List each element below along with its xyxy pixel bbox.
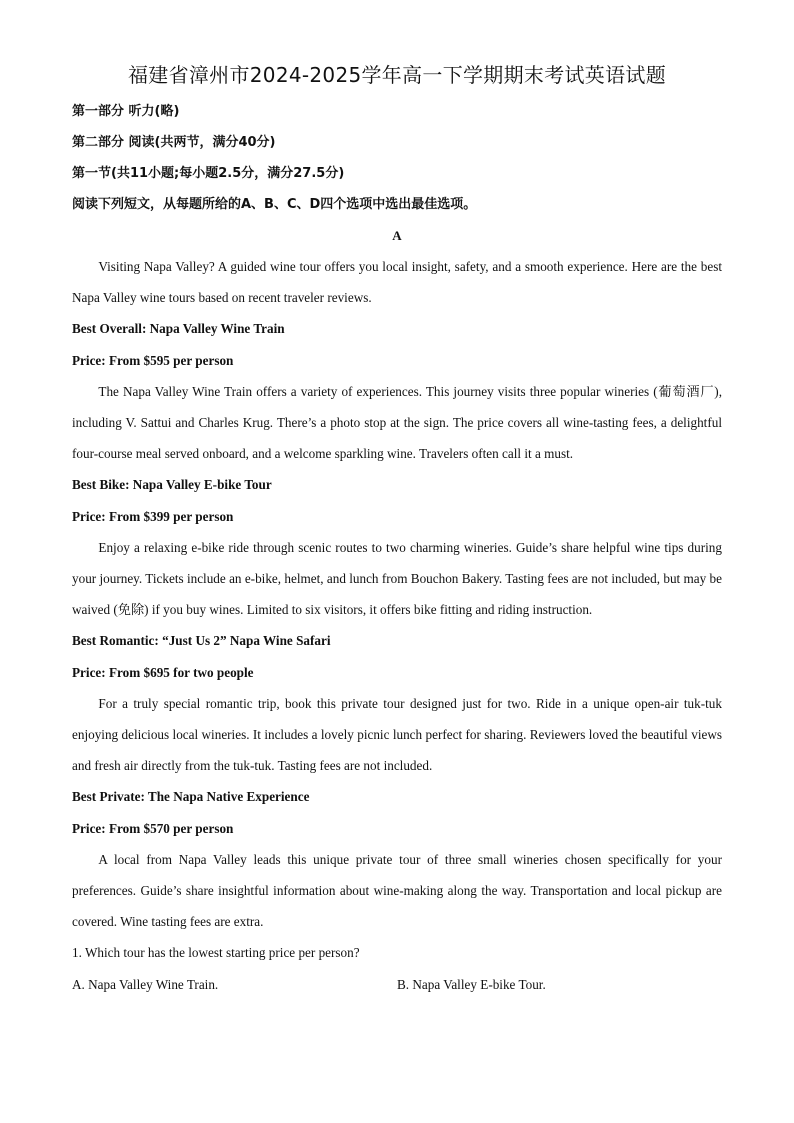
tour-price: Price: From $570 per person — [72, 820, 234, 836]
tour-price: Price: From $399 per person — [72, 508, 234, 524]
question-1: 1. Which tour has the lowest starting price per person? — [72, 945, 360, 961]
document-title: 福建省漳州市2024-2025学年高一下学期期末考试英语试题 — [127, 63, 666, 87]
tour-price: Price: From $595 per person — [72, 352, 234, 368]
tour-heading: Best Bike: Napa Valley E-bike Tour — [72, 477, 272, 493]
tour-heading: Best Private: The Napa Native Experience — [72, 789, 310, 805]
passage-label: A — [392, 228, 402, 243]
tour-description: For a truly special romantic trip, book this private tour designed just for two. Ride in a unique open-air tuk-tuk enjoying delicious local wineries. It includes a lovely picnic lunch perfect for sharing. Reviewers loved the beautiful views and fresh air directly from the tuk-tuk. Tasting fees are not included. — [72, 695, 722, 774]
option-a: A. Napa Valley Wine Train. — [72, 976, 219, 992]
document-page — [72, 62, 722, 1000]
tour-heading: Best Overall: Napa Valley Wine Train — [72, 321, 285, 337]
tour-description: The Napa Valley Wine Train offers a variety of experiences. This journey visits three popular wineries (葡萄酒厂), including V. Sattui and Charles Krug. There’s a photo stop at the sign. The price covers all wine-tasting fees, a delightful four-course meal served onboard, and a welcome sparkling wine. Travelers often call it a must. — [72, 383, 722, 462]
question-1-options — [72, 969, 722, 1000]
tour-heading: Best Romantic: “Just Us 2” Napa Wine Safari — [72, 633, 331, 649]
section1-heading: 第一节(共11小题;每小题2.5分，满分27.5分) — [72, 166, 345, 181]
passage-intro: Visiting Napa Valley? A guided wine tour offers you local insight, safety, and a smooth experience. Here are the best Napa Valley wine tours based on recent traveler reviews. — [72, 259, 722, 306]
part2-heading: 第二部分 阅读(共两节，满分40分) — [72, 135, 276, 150]
instructions: 阅读下列短文，从每题所给的A、B、C、D四个选项中选出最佳选项。 — [72, 197, 477, 212]
option-b: B. Napa Valley E-bike Tour. — [397, 976, 546, 992]
tour-description: A local from Napa Valley leads this unique private tour of three small wineries chosen specifically for your preferences. Guide’s share insightful information about wine-making along the way. Transportation and local pickup are covered. Wine tasting fees are extra. — [72, 851, 722, 930]
tour-description: Enjoy a relaxing e-bike ride through scenic routes to two charming wineries. Guide’s share helpful wine tips during your journey. Tickets include an e-bike, helmet, and lunch from Bouchon Bakery. Tasting fees are not included, but may be waived (免除) if you buy wines. Limited to six visitors, it offers bike fitting and riding instruction. — [72, 539, 722, 618]
tour-price: Price: From $695 for two people — [72, 664, 254, 680]
part1-heading: 第一部分 听力(略) — [72, 104, 180, 119]
